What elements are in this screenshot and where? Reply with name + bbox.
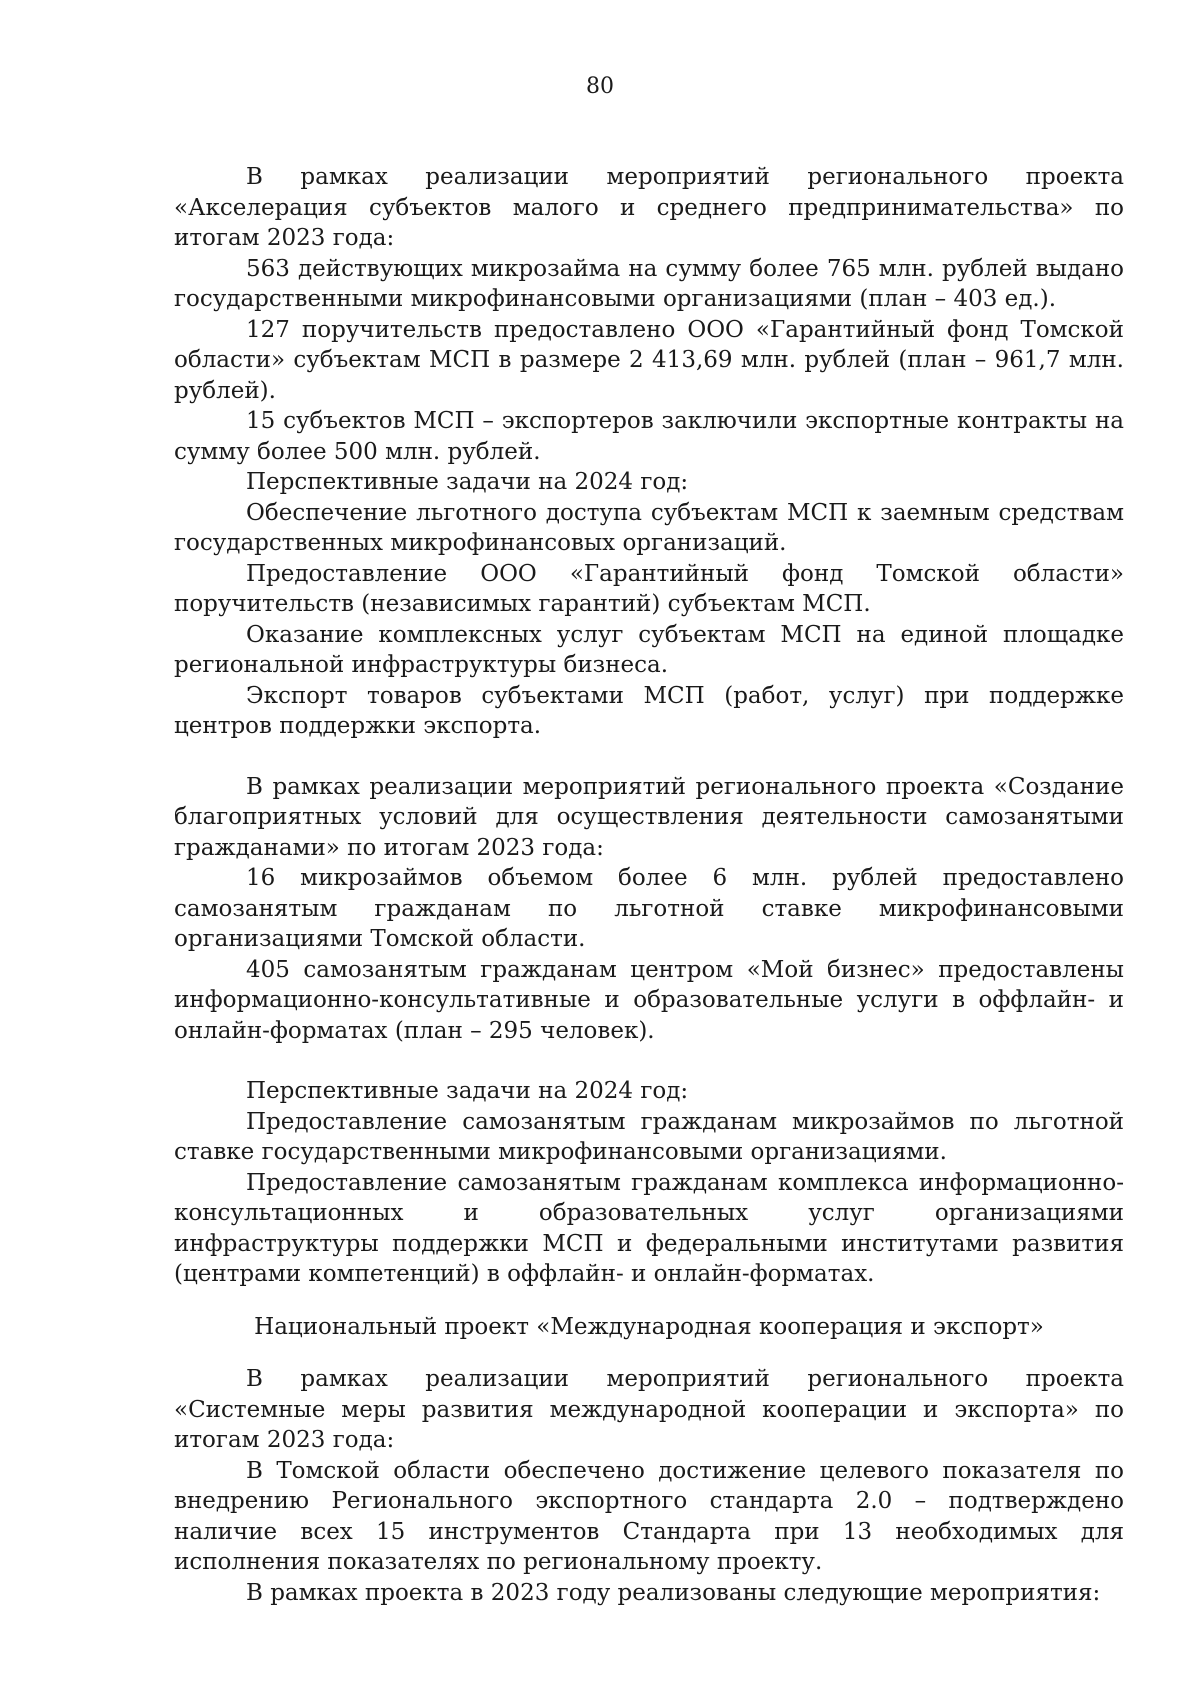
section-heading: Национальный проект «Международная кооперация и экспорт»: [254, 1313, 1044, 1340]
paragraph: 563 действующих микрозайма на сумму более 765 млн. рублей выдано государственными микрофинансовыми организациями (план – 403 ед.).: [174, 255, 1124, 312]
paragraph: Экспорт товаров субъектами МСП (работ, услуг) при поддержке центров поддержки экспорта.: [174, 682, 1124, 739]
paragraph: В рамках реализации мероприятий регионального проекта «Системные меры развития международной кооперации и экспорта» по итогам 2023 года:: [174, 1366, 1124, 1453]
paragraph: Обеспечение льготного доступа субъектам МСП к заемным средствам государственных микрофинансовых организаций.: [174, 499, 1124, 556]
paragraph: 127 поручительств предоставлено ООО «Гарантийный фонд Томской области» субъектам МСП в размере 2 413,69 млн. рублей (план – 961,7 млн. рублей).: [174, 316, 1124, 404]
section-spacer: [174, 742, 1124, 772]
section-spacer: [174, 1046, 1124, 1076]
paragraph: В Томской области обеспечено достижение целевого показателя по внедрению Регионального экспортного стандарта 2.0 – подтверждено наличие всех 15 инструментов Стандарта при 13 необходимых для исполнения показателях по региональному проекту.: [174, 1457, 1124, 1575]
paragraph: Перспективные задачи на 2024 год:: [246, 469, 689, 495]
paragraph: Оказание комплексных услуг субъектам МСП на единой площадке региональной инфраструктуры бизнеса.: [174, 621, 1124, 678]
paragraph: 405 самозанятым гражданам центром «Мой бизнес» предоставлены информационно-консультативные и образовательные услуги в оффлайн- и онлайн-форматах (план – 295 человек).: [174, 956, 1124, 1044]
section-spacer: [174, 1290, 1124, 1312]
paragraph: Перспективные задачи на 2024 год:: [246, 1078, 689, 1104]
page-number: 80: [586, 74, 614, 99]
document-body: [174, 162, 1124, 1608]
paragraph: Предоставление самозанятым гражданам комплекса информационно-консультационных и образовательных услуг организациями инфраструктуры поддержки МСП и федеральными институтами развития (центрами компетенций) в оффлайн- и онлайн-форматах.: [174, 1169, 1124, 1287]
paragraph: Предоставление ООО «Гарантийный фонд Томской области» поручительств (независимых гарантий) субъектам МСП.: [174, 560, 1124, 617]
paragraph: Предоставление самозанятым гражданам микрозаймов по льготной ставке государственными микрофинансовыми организациями.: [174, 1108, 1124, 1165]
paragraph: В рамках проекта в 2023 году реализованы следующие мероприятия:: [246, 1579, 1101, 1606]
paragraph: В рамках реализации мероприятий регионального проекта «Акселерация субъектов малого и среднего предпринимательства» по итогам 2023 года:: [174, 164, 1124, 251]
paragraph: 16 микрозаймов объемом более 6 млн. рублей предоставлено самозанятым гражданам по льготной ставке микрофинансовыми организациями Томской области.: [174, 865, 1124, 952]
paragraph: В рамках реализации мероприятий регионального проекта «Создание благоприятных условий для осуществления деятельности самозанятыми гражданами» по итогам 2023 года:: [174, 773, 1124, 861]
section-spacer: [174, 1342, 1124, 1364]
paragraph: 15 субъектов МСП – экспортеров заключили экспортные контракты на сумму более 500 млн. рублей.: [174, 408, 1124, 465]
